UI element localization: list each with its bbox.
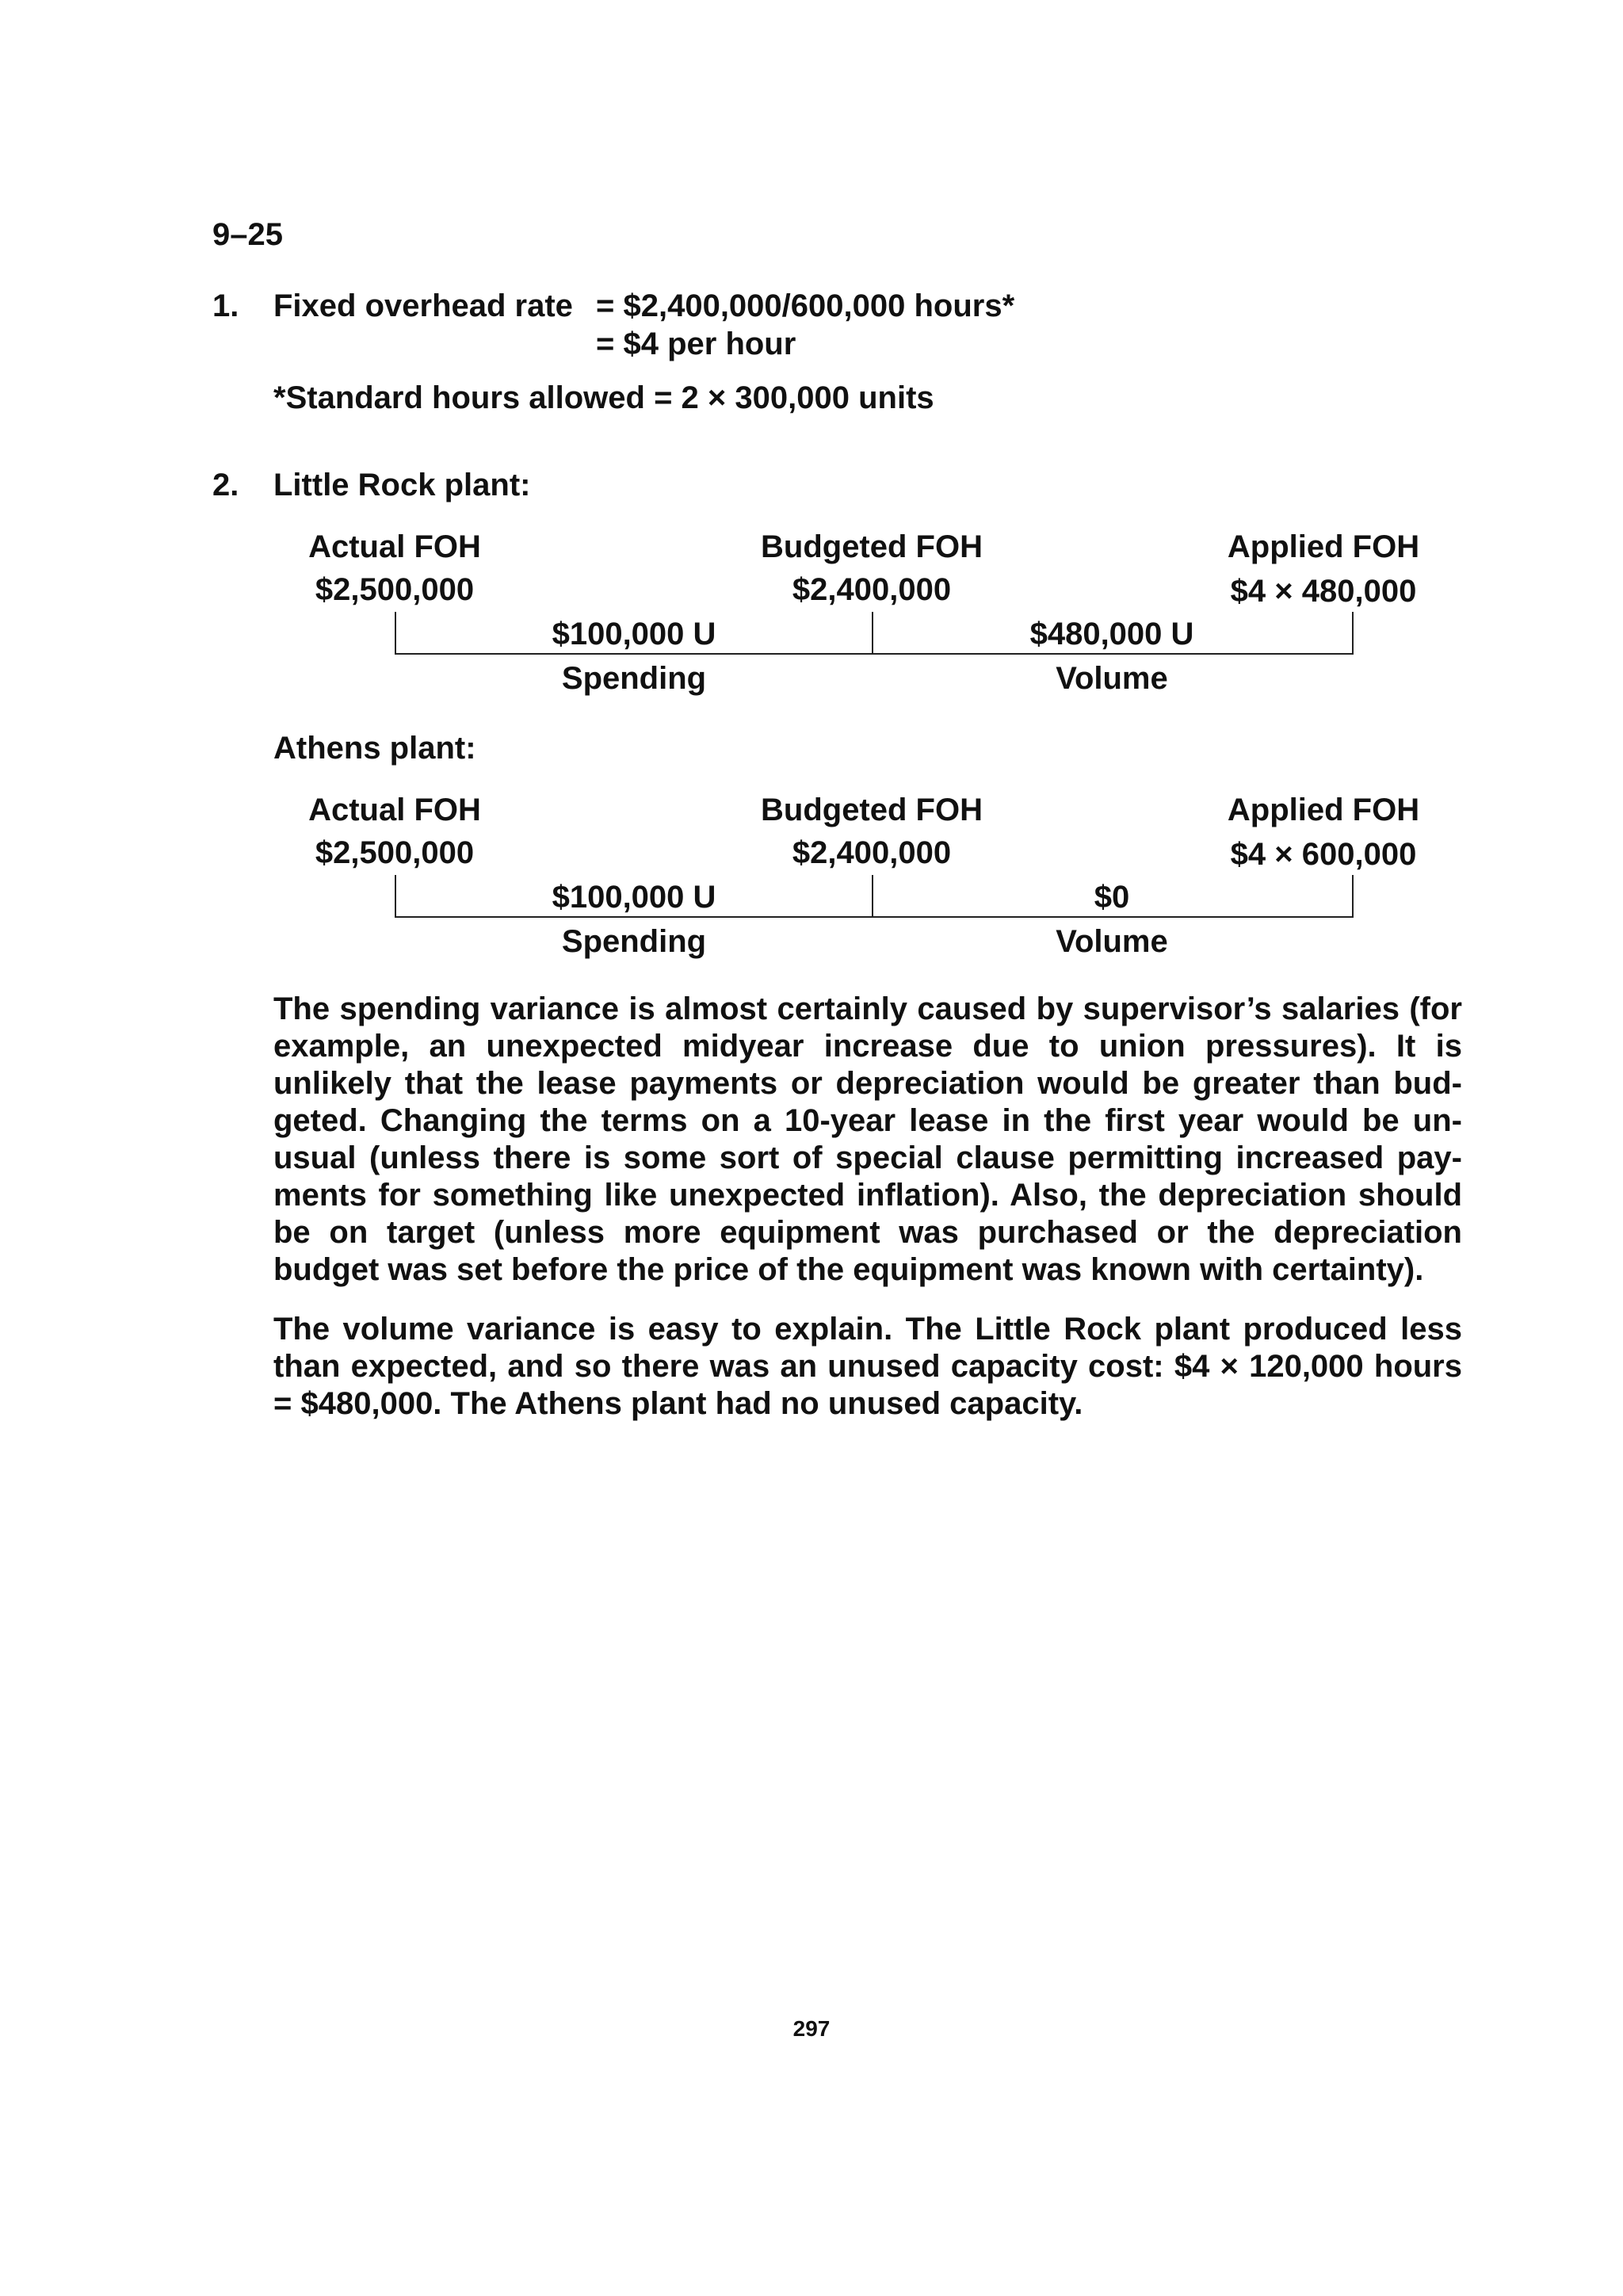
part1-footnote: *Standard hours allowed = 2 × 300,000 units bbox=[273, 380, 934, 415]
little-rock-budgeted-value: $2,400,000 bbox=[792, 572, 952, 607]
little-rock-applied-value: $4 × 480,000 bbox=[1230, 574, 1417, 609]
little-rock-spending-label: Spending bbox=[561, 661, 707, 696]
part1-label: Fixed overhead rate bbox=[273, 288, 573, 323]
athens-spending-value: $100,000 U bbox=[552, 880, 716, 915]
athens-actual-value: $2,500,000 bbox=[315, 835, 475, 870]
little-rock-bracket-line bbox=[395, 653, 1354, 655]
little-rock-spending-value: $100,000 U bbox=[552, 617, 716, 651]
athens-budgeted-label: Budgeted FOH bbox=[761, 793, 983, 827]
athens-applied-value: $4 × 600,000 bbox=[1230, 837, 1417, 872]
volume-explanation-paragraph: The volume variance is easy to explain. The Little Rock plant produced less than expected, and so there was an unused capacity cost: $4 × 120,000 hours = $480,000. The Athens plant had no unused capacity. bbox=[273, 1312, 1462, 1421]
problem-number: 9–25 bbox=[212, 217, 283, 252]
part1-equation-line2: = $4 per hour bbox=[596, 327, 796, 361]
athens-actual-label: Actual FOH bbox=[308, 793, 481, 827]
page-number: 297 bbox=[792, 2016, 831, 2041]
little-rock-middle-tick bbox=[872, 612, 873, 655]
athens-volume-label: Volume bbox=[1056, 924, 1168, 959]
athens-applied-label: Applied FOH bbox=[1227, 793, 1420, 827]
little-rock-budgeted-label: Budgeted FOH bbox=[761, 529, 983, 564]
athens-right-tick bbox=[1352, 875, 1354, 918]
athens-bracket-line bbox=[395, 916, 1354, 918]
athens-left-tick bbox=[395, 875, 396, 918]
little-rock-volume-label: Volume bbox=[1056, 661, 1168, 696]
athens-middle-tick bbox=[872, 875, 873, 918]
part1-number: 1. bbox=[212, 288, 239, 323]
part1-equation-line1: = $2,400,000/600,000 hours* bbox=[596, 288, 1015, 323]
part2-number: 2. bbox=[212, 468, 239, 502]
athens-spending-label: Spending bbox=[561, 924, 707, 959]
little-rock-actual-label: Actual FOH bbox=[308, 529, 481, 564]
little-rock-volume-value: $480,000 U bbox=[1029, 617, 1194, 651]
little-rock-title: Little Rock plant: bbox=[273, 468, 531, 502]
little-rock-left-tick bbox=[395, 612, 396, 655]
little-rock-applied-label: Applied FOH bbox=[1227, 529, 1420, 564]
athens-budgeted-value: $2,400,000 bbox=[792, 835, 952, 870]
spending-explanation-paragraph: The spending variance is almost certainly caused by supervisor’s salaries (for example, an unexpected midyear increase due to union pressures). It is unlikely that the lease payments or depreciation would be greater than budgeted. Changing the terms on a 10-year lease in the first year would be unusual (unless there is some sort of special clause permitting increased payments for something like unexpected inflation). Also, the depreciation should be on target (unless more equipment was purchased or the depreciation budget was set before the price of the equipment was known with certainty). bbox=[273, 991, 1462, 1287]
little-rock-right-tick bbox=[1352, 612, 1354, 655]
little-rock-actual-value: $2,500,000 bbox=[315, 572, 475, 607]
athens-title: Athens plant: bbox=[273, 731, 476, 766]
athens-volume-value: $0 bbox=[1094, 880, 1130, 915]
